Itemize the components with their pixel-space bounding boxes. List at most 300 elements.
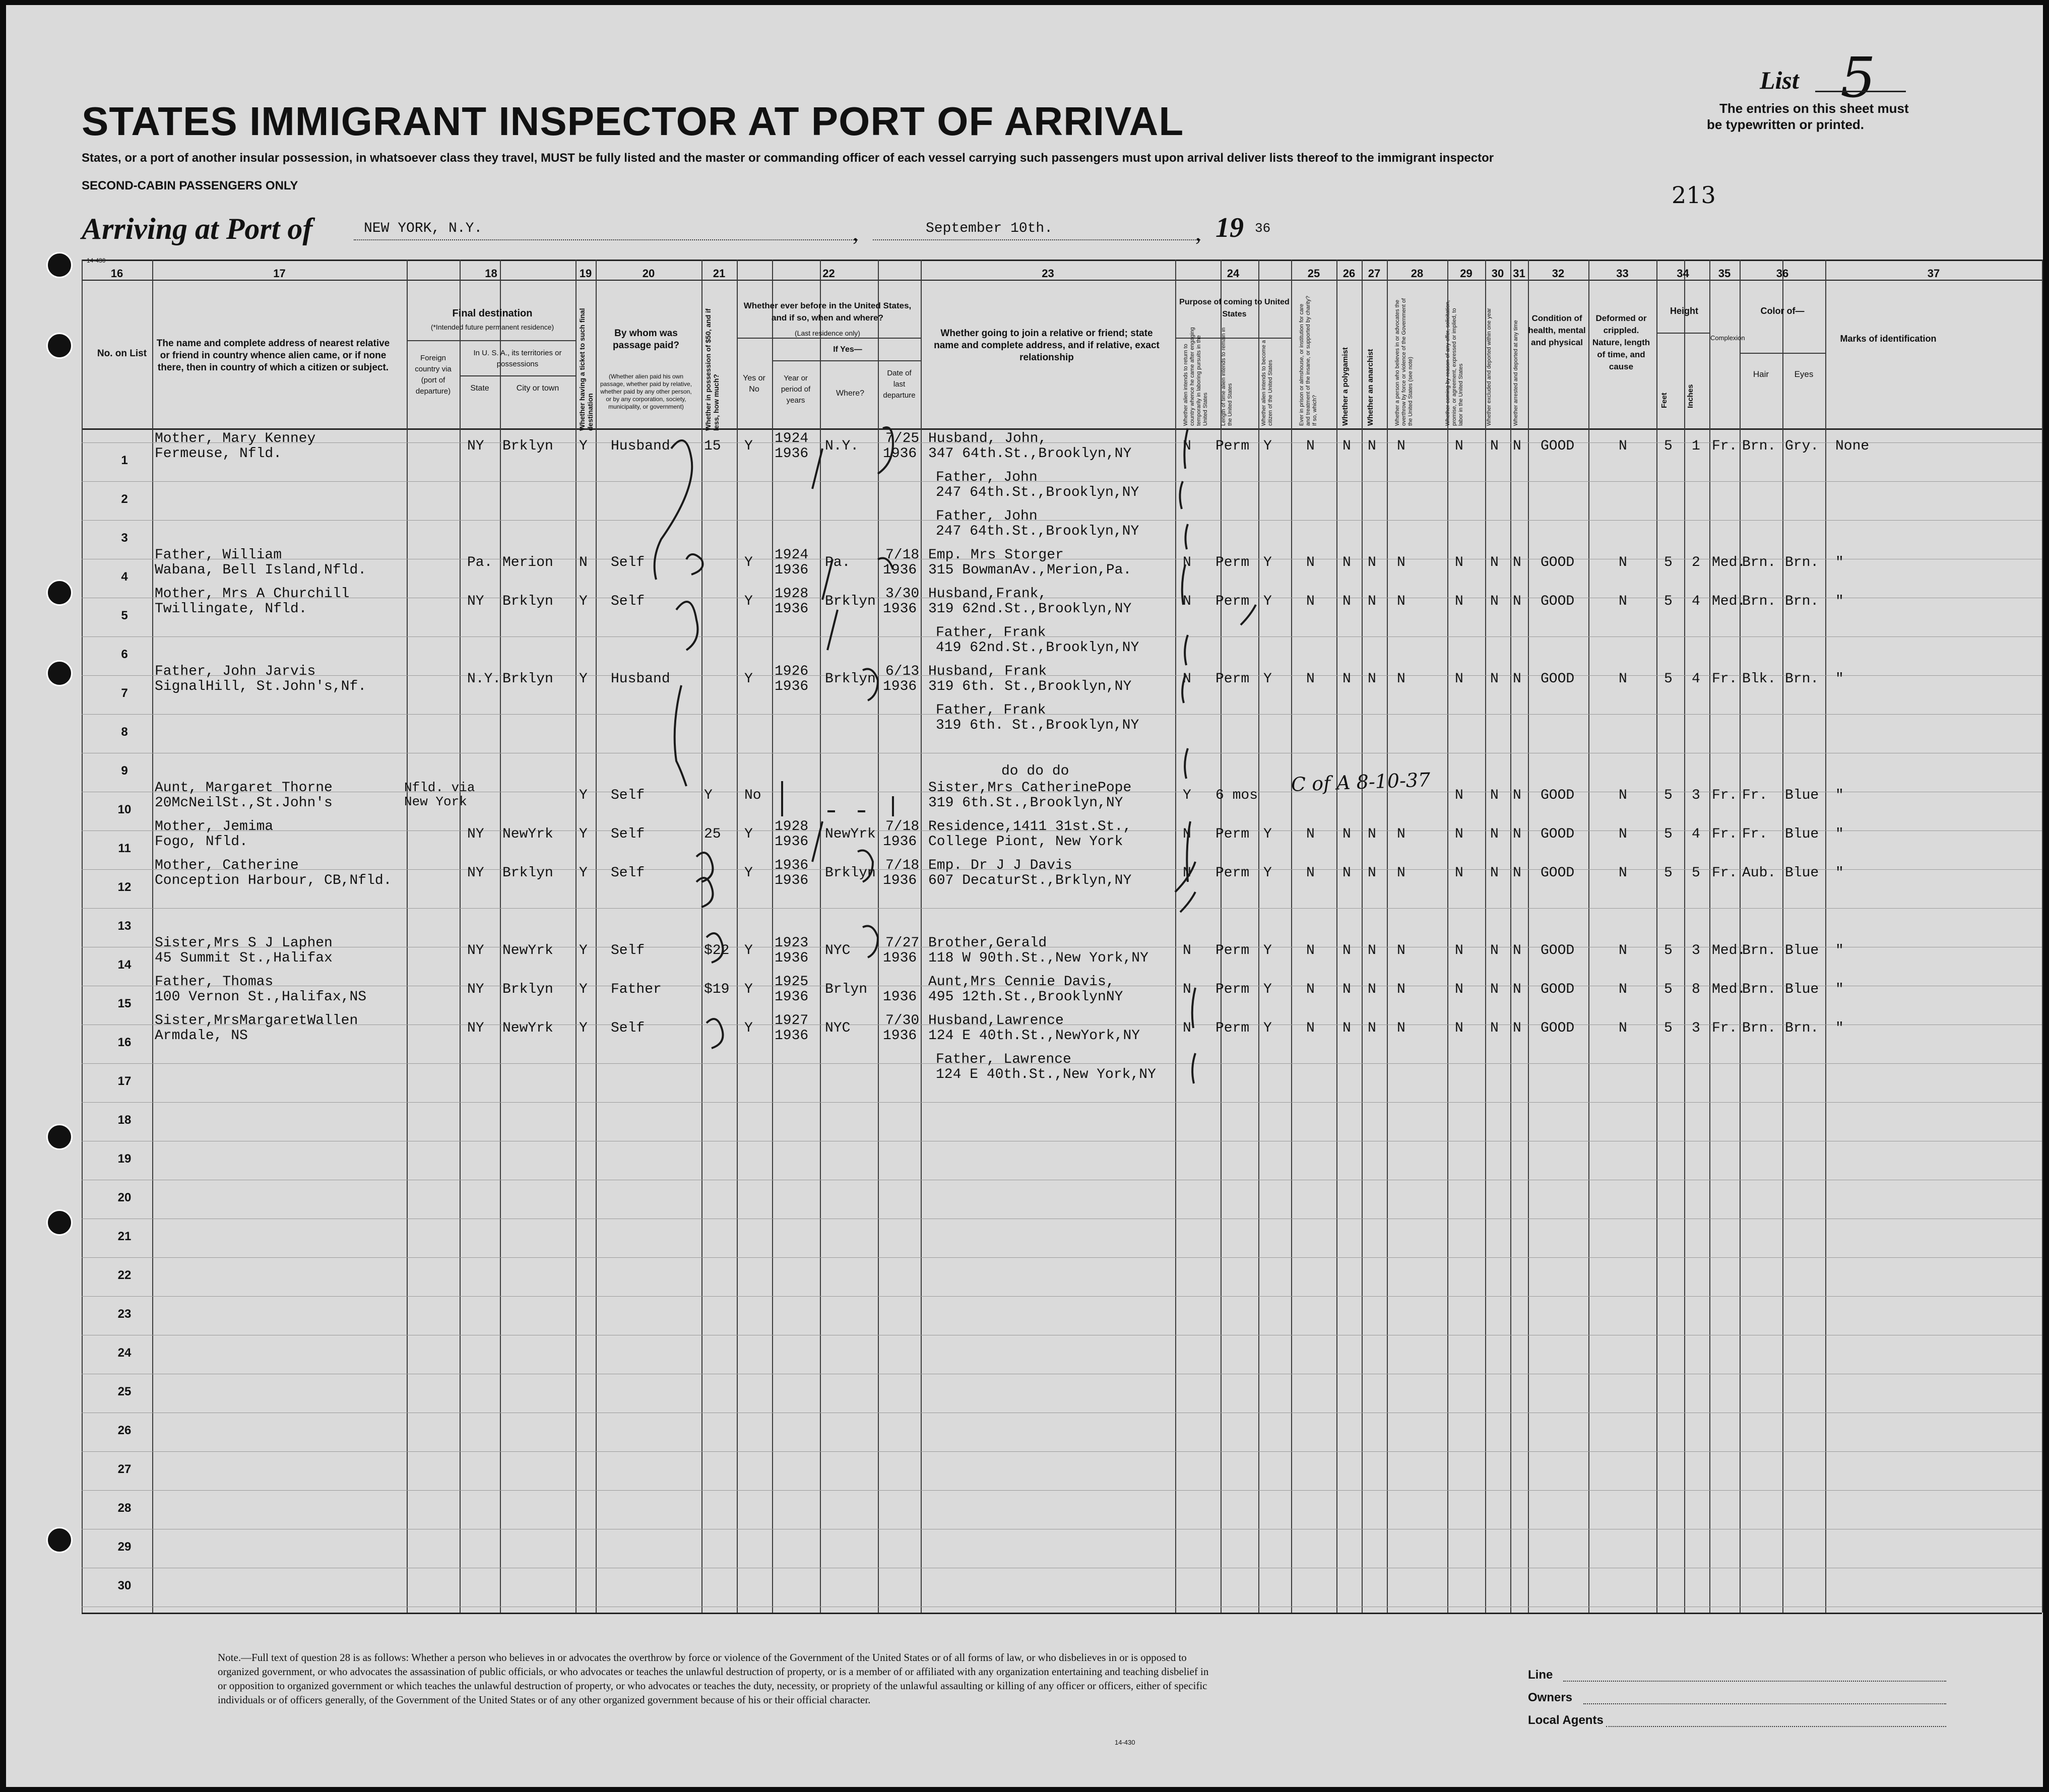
relative-name: Sister,MrsMargaretWallen [155,1013,358,1029]
row-number: 2 [121,492,128,506]
polygamist-value: N [1342,865,1351,881]
complexion-value: Med. [1712,982,1746,997]
header-col22-title: Whether ever before in the United States, and if so, when and where? [743,301,912,323]
manifest-sheet [6,5,2043,1787]
binder-hole [46,580,73,606]
comma: , [853,220,859,245]
eye-color: Blue [1785,982,1819,997]
sheet-number: 213 [1672,181,1716,209]
header-col27: Whether an anarchist [1366,349,1375,426]
header-col18-sub: (*Intended future permanent residence) [430,323,554,331]
height-inches: 1 [1692,438,1700,454]
q28-value: N [1397,943,1405,958]
height-inches: 3 [1692,788,1700,803]
height-feet: 5 [1664,671,1673,687]
join-address: 124 E 40th.St.,New York,NY [936,1067,1156,1082]
header-col22-year: Year or period of years [781,374,811,405]
row-number: 5 [121,609,128,622]
dest-state: NY [467,865,484,881]
binder-hole [46,333,73,359]
been-before: No [744,788,761,803]
footer-owners-rule [1583,1703,1946,1704]
identification-marks: " [1835,865,1844,881]
relative-address: SignalHill, St.John's,Nf. [155,679,367,694]
return-value: N [1183,555,1191,570]
return-value: N [1183,594,1191,609]
deformed-value: N [1619,594,1627,609]
footer-agents-label: Local Agents [1528,1713,1604,1727]
excluded-value: N [1490,671,1499,687]
header-col28: Whether a person who believes in or advocates the overthrow by force or violence of the Government of the United States (see note) [1394,298,1414,426]
dest-state: NY [467,982,484,997]
dest-city: Brklyn [502,594,553,609]
health-value: GOOD [1541,865,1575,881]
relative-name: Mother, Catherine [155,858,299,873]
anarchist-value: N [1368,671,1376,687]
anarchist-value: N [1368,555,1376,570]
header-col26: Whether a polygamist [1341,347,1350,426]
been-before: Y [744,943,753,958]
relative-address: Fermeuse, Nfld. [155,446,282,462]
polygamist-value: N [1342,671,1351,687]
join-address: 247 64th.St.,Brooklyn,NY [936,524,1139,539]
row9-ditto: do do do [1001,763,1069,779]
health-value: GOOD [1541,943,1575,958]
column-number: 17 [273,267,286,280]
depart-year: 1936 [883,562,917,578]
header-col29: Whether coming by reason of any offer, solicitation, promise, or agreement, expressed or implied, to labor in the United States [1445,300,1464,426]
row-number: 29 [117,1540,132,1554]
column-number: 28 [1411,267,1424,280]
hair-color: Brn. [1742,982,1776,997]
date-value: September 10th. [926,221,1053,236]
excluded-value: N [1490,943,1499,958]
health-value: GOOD [1541,594,1575,609]
complexion-value: Med. [1712,555,1746,570]
anarchist-value: N [1368,865,1376,881]
column-number: 37 [1927,267,1940,280]
height-feet: 5 [1664,982,1673,997]
header-col34-feet: Feet [1660,393,1669,408]
hair-color: Brn. [1742,1020,1776,1036]
header-col18-usa: In U. S. A., its territories or possessions [473,349,562,368]
paid-by: Father [611,982,662,997]
column-number: 29 [1460,267,1472,280]
deported-value: N [1513,555,1521,570]
polygamist-value: N [1342,943,1351,958]
dest-city: Brklyn [502,671,553,687]
depart-date: 7/25 [885,431,920,446]
eye-color: Brn. [1785,1020,1819,1036]
excluded-value: N [1490,865,1499,881]
column-number: 16 [110,267,123,280]
polygamist-value: N [1342,826,1351,842]
anarchist-value: N [1368,594,1376,609]
identification-marks: " [1835,594,1844,609]
year-first: 1928 [775,819,809,835]
citizen-value: Y [1263,865,1272,881]
join-name: Emp. Dr J J Davis [928,858,1072,873]
relative-name: Sister,Mrs S J Laphen [155,935,333,951]
depart-year: 1936 [883,873,917,888]
row-number: 28 [117,1501,132,1515]
anarchist-value: N [1368,1020,1376,1036]
where-value: Brklyn [825,594,876,609]
dest-state: NY [467,943,484,958]
relative-name: Mother, Jemima [155,819,274,835]
header-col25: Ever in prison or almshouse, or institution for care and treatment of the insane, or supported by charity? If so, which? [1299,295,1318,426]
anarchist-value: N [1368,826,1376,842]
stay-length: Perm [1215,982,1250,997]
header-col22-where: Where? [836,389,865,398]
anarchist-value: N [1368,982,1376,997]
dest-state: NY [467,1020,484,1036]
height-inches: 4 [1692,671,1700,687]
check-marks-col24 [1175,428,1256,1083]
dest-city: Merion [502,555,553,570]
join-name: Husband,Frank, [928,586,1047,602]
prison-value: N [1306,594,1315,609]
year-last: 1936 [775,989,809,1005]
header-col18-foreign: Foreign country via (port of departure) [415,354,452,396]
hair-color: Brn. [1742,943,1776,958]
hair-color: Fr. [1742,826,1768,842]
ticket-value: Y [579,671,588,687]
stay-length: Perm [1215,1020,1250,1036]
column-number: 27 [1368,267,1381,280]
instruction-line: States, or a port of another insular possession, in whatsoever class they travel, MUST be fully listed and the master or commanding officer of each vessel carrying such passengers must upon arrival deliver lists thereof to the immigrant inspector [82,151,1494,165]
identification-marks: " [1835,555,1844,570]
join-address: 124 E 40th.St.,NewYork,NY [928,1028,1140,1044]
join-name: Father, Frank [936,702,1046,718]
year-last: 1936 [775,562,809,578]
row-number: 17 [117,1074,132,1088]
handwritten-marks [6,5,2043,1787]
year-last: 1936 [775,601,809,617]
relative-name: Mother, Mrs A Churchill [155,586,350,602]
depart-year: 1936 [883,601,917,617]
relative-address: Armdale, NS [155,1028,248,1044]
dest-state: NY [467,826,484,842]
complexion-value: Fr. [1712,788,1738,803]
dest-city: NewYrk [502,943,553,958]
been-before: Y [744,865,753,881]
been-before: Y [744,555,753,570]
column-number: 23 [1042,267,1054,280]
height-feet: 5 [1664,943,1673,958]
citizen-value: Y [1263,438,1272,454]
dest-city: Brklyn [502,438,553,454]
join-name: Husband,Lawrence [928,1013,1064,1029]
dest-city: NewYrk [502,1020,553,1036]
health-value: GOOD [1541,788,1575,803]
year-first: 1926 [775,664,809,679]
deported-value: N [1513,826,1521,842]
return-value: N [1183,1020,1191,1036]
year-first: 1924 [775,547,809,563]
where-value: Brklyn [825,671,876,687]
citizen-value: Y [1263,1020,1272,1036]
hair-color: Brn. [1742,555,1776,570]
row-number: 10 [117,803,132,816]
join-address: 495 12th.St.,BrooklynNY [928,989,1123,1005]
column-number: 20 [642,267,655,280]
join-address: College Piont, New York [928,834,1123,850]
relative-name: Father, William [155,547,282,563]
row-number: 27 [117,1462,132,1476]
year-suffix: 36 [1255,221,1271,236]
scribbles-col22 [782,427,893,957]
column-number: 32 [1552,267,1565,280]
labor-value: N [1455,671,1463,687]
dest-city: Brklyn [502,865,553,881]
paid-by: Self [611,943,645,958]
join-name: Residence,1411 31st.St., [928,819,1132,835]
anarchist-value: N [1368,943,1376,958]
row-number: 21 [117,1230,132,1243]
where-value: N.Y. [825,438,859,454]
header-col35: Complexion [1710,334,1745,342]
height-inches: 2 [1692,555,1700,570]
paid-by: Self [611,865,645,881]
header-col34-title: Height [1670,306,1698,316]
hair-color: Aub. [1742,865,1776,881]
where-value: NYC [825,1020,851,1036]
header-col22-ifyes: If Yes— [833,345,862,354]
row-number: 14 [117,958,132,972]
excluded-value: N [1490,1020,1499,1036]
deformed-value: N [1619,788,1627,803]
money-value: 25 [704,826,721,842]
port-value: NEW YORK, N.Y. [364,221,483,236]
dest-city: NewYrk [502,826,553,842]
column-number: 30 [1491,267,1504,280]
row-number: 9 [121,764,128,778]
row-number: 16 [117,1036,132,1049]
column-number: 18 [485,267,497,280]
excluded-value: N [1490,594,1499,609]
q28-value: N [1397,555,1405,570]
stay-length: 6 mos [1215,788,1258,803]
column-number: 34 [1677,267,1689,280]
header-col36-title: Color of— [1760,306,1805,316]
foreign-port: Nfld. via [404,780,475,795]
deported-value: N [1513,594,1521,609]
list-label: List [1760,66,1799,94]
relative-address: Twillingate, Nfld. [155,601,307,617]
paid-by: Self [611,1020,645,1036]
relative-address: Wabana, Bell Island,Nfld. [155,562,367,578]
deformed-value: N [1619,982,1627,997]
health-value: GOOD [1541,671,1575,687]
header-col23: Whether going to join a relative or friend; state name and complete address, and if relative, exact relationship [934,328,1160,363]
q28-value: N [1397,438,1405,454]
ticket-value: Y [579,982,588,997]
where-value: Brklyn [825,865,876,881]
certificate-annotation: C of A 8-10-37 [1291,769,1431,796]
ticket-value: Y [579,826,588,842]
q28-value: N [1397,982,1405,997]
complexion-value: Med. [1712,594,1746,609]
stay-length: Perm [1215,865,1250,881]
header-col17: The name and complete address of nearest relative or friend in country whence alien came, or if none there, then in country of which a citizen or subject. [156,338,390,373]
paid-by: Husband [611,438,670,454]
identification-marks: " [1835,982,1844,997]
header-col30: Whether excluded and deported within one year [1486,308,1492,426]
prison-value: N [1306,982,1315,997]
row-number: 30 [117,1579,132,1592]
citizen-value: Y [1263,555,1272,570]
prison-value: N [1306,865,1315,881]
where-value: Pa. [825,555,851,570]
complexion-value: Fr. [1712,1020,1738,1036]
column-number: 19 [579,267,592,280]
citizen-value: Y [1263,671,1272,687]
row-number: 23 [117,1307,132,1321]
height-feet: 5 [1664,826,1673,842]
relative-name: Aunt, Margaret Thorne [155,780,333,796]
where-value: Brlyn [825,982,868,997]
deformed-value: N [1619,943,1627,958]
been-before: Y [744,1020,753,1036]
labor-value: N [1455,788,1463,803]
depart-year: 1936 [883,1028,917,1044]
join-name: Father, John [936,508,1038,524]
prison-value: N [1306,1020,1315,1036]
join-address: 247 64th.St.,Brooklyn,NY [936,485,1139,500]
footer-agents-rule [1606,1726,1946,1727]
dest-state: N.Y. [467,671,501,687]
page-title: STATES IMMIGRANT INSPECTOR AT PORT OF ARRIVAL [82,99,1184,144]
stay-length: Perm [1215,943,1250,958]
column-number: 25 [1307,267,1320,280]
join-address: 319 6th. St.,Brooklyn,NY [936,718,1139,733]
health-value: GOOD [1541,982,1575,997]
hair-color: Fr. [1742,788,1768,803]
ticket-value: Y [579,865,588,881]
identification-marks: " [1835,826,1844,842]
row-number: 13 [117,919,132,933]
polygamist-value: N [1342,438,1351,454]
complexion-value: Fr. [1712,438,1738,454]
citizen-value: Y [1263,943,1272,958]
q28-value: N [1397,826,1405,842]
return-value: N [1183,865,1191,881]
year-first: 1927 [775,1013,809,1029]
binder-hole [46,660,73,686]
excluded-value: N [1490,982,1499,997]
column-number: 24 [1227,267,1240,280]
row-number: 18 [117,1113,132,1127]
been-before: Y [744,671,753,687]
dest-state: Pa. [467,555,493,570]
polygamist-value: N [1342,1020,1351,1036]
row-number: 4 [121,570,128,584]
identification-marks: " [1835,1020,1844,1036]
dest-city: Brklyn [502,982,553,997]
labor-value: N [1455,438,1463,454]
eye-color: Blue [1785,865,1819,881]
prison-value: N [1306,555,1315,570]
stay-length: Perm [1215,594,1250,609]
join-name: Sister,Mrs CatherinePope [928,780,1132,796]
column-number: 22 [822,267,835,280]
column-number: 26 [1342,267,1356,280]
header-col18-title: Final destination [452,308,533,319]
deported-value: N [1513,865,1521,881]
join-name: Husband, Frank [928,664,1047,679]
labor-value: N [1455,982,1463,997]
height-inches: 3 [1692,943,1700,958]
height-inches: 4 [1692,594,1700,609]
dest-state: NY [467,594,484,609]
depart-date: 6/13 [885,664,920,679]
deformed-value: N [1619,826,1627,842]
join-address: 319 6th.St.,Brooklyn,NY [928,795,1123,811]
paid-by: Self [611,594,645,609]
return-value: N [1183,438,1191,454]
height-feet: 5 [1664,438,1673,454]
footer-owners-label: Owners [1528,1691,1573,1704]
relative-name: Father, Thomas [155,974,274,990]
join-name: Emp. Mrs Storger [928,547,1064,563]
deported-value: N [1513,438,1521,454]
eye-color: Brn. [1785,594,1819,609]
health-value: GOOD [1541,555,1575,570]
anarchist-value: N [1368,438,1376,454]
eye-color: Brn. [1785,555,1819,570]
join-address: 118 W 90th.St.,New York,NY [928,950,1148,966]
hair-color: Brn. [1742,438,1776,454]
header-col16: No. on List [97,348,147,359]
complexion-value: Fr. [1712,865,1738,881]
row-number: 24 [117,1346,132,1360]
ticket-value: Y [579,943,588,958]
join-address: 347 64th.St.,Brooklyn,NY [928,446,1132,462]
depart-date: 7/30 [885,1013,920,1029]
join-name: Aunt,Mrs Cennie Davis, [928,974,1115,990]
header-col19: Whether having a ticket to such final destination [578,308,594,431]
binder-hole [46,252,73,278]
row-number: 25 [117,1385,132,1398]
height-feet: 5 [1664,1020,1673,1036]
deformed-value: N [1619,1020,1627,1036]
citizen-value: Y [1263,594,1272,609]
stay-length: Perm [1215,555,1250,570]
health-value: GOOD [1541,438,1575,454]
money-value: 15 [704,438,721,454]
stay-length: Perm [1215,671,1250,687]
header-col22-sub: (Last residence only) [795,329,860,337]
return-value: N [1183,982,1191,997]
depart-date: 7/27 [885,935,920,951]
header-col33: Deformed or crippled. Nature, length of time, and cause [1592,313,1650,371]
join-address: 607 DecaturSt.,Brklyn,NY [928,873,1132,888]
hair-color: Brn. [1742,594,1776,609]
row-number: 15 [117,997,132,1010]
depart-year: 1936 [883,989,917,1005]
identification-marks: " [1835,943,1844,958]
been-before: Y [744,982,753,997]
relative-address: 20McNeilSt.,St.John's [155,795,333,811]
complexion-value: Fr. [1712,826,1738,842]
relative-address: 100 Vernon St.,Halifax,NS [155,989,367,1005]
footer-form-code: 14-430 [1115,1739,1135,1746]
depart-year: 1936 [883,834,917,850]
header-col21: Whether in possession of $50, and if less, how much? [704,308,720,431]
header-col22-date: Date of last departure [883,369,916,400]
been-before: Y [744,438,753,454]
